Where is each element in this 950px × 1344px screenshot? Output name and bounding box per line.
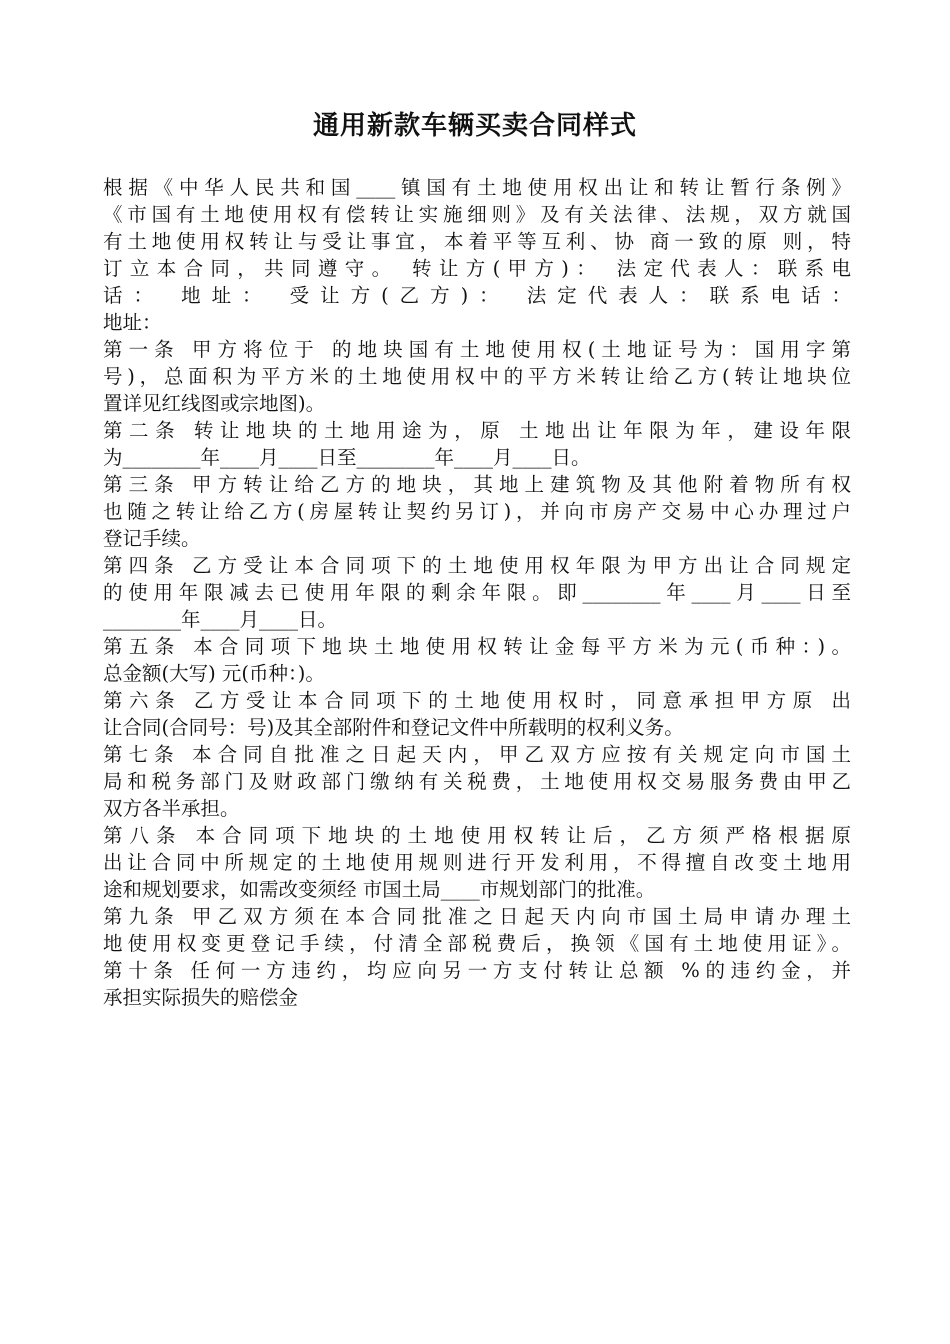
article-7-line: 第七条 本合同自批准之日起天内，甲乙双方应按有关规定向市国土 bbox=[103, 743, 851, 766]
article-4-line: ________年____月____日。 bbox=[103, 608, 338, 631]
article-4-line: 第四条 乙方受让本合同项下的土地使用权年限为甲方出让合同规定 bbox=[103, 554, 851, 577]
article-4-line: 的使用年限减去已使用年限的剩余年限。即________年____月____日至 bbox=[103, 581, 851, 604]
article-8-line: 出让合同中所规定的土地使用规则进行开发利用，不得擅自改变土地用 bbox=[103, 851, 851, 874]
article-3-line: 第三条 甲方转让给乙方的地块，其地上建筑物及其他附着物所有权 bbox=[103, 473, 851, 496]
article-3-line: 也随之转让给乙方(房屋转让契约另订)，并向市房产交易中心办理过户 bbox=[103, 500, 851, 523]
body-line: 订立本合同，共同遵守。 转让方(甲方)： 法定代表人：联系电 bbox=[103, 257, 851, 280]
article-7-line: 局和税务部门及财政部门缴纳有关税费，土地使用权交易服务费由甲乙 bbox=[103, 770, 851, 793]
article-9-line: 地使用权变更登记手续，付清全部税费后，换领《国有土地使用证》。 bbox=[103, 932, 851, 955]
article-8-line: 第八条 本合同项下地块的土地使用权转让后，乙方须严格根据原 bbox=[103, 824, 851, 847]
article-10-line: 第十条 任何一方违约，均应向另一方支付转让总额 %的违约金，并 bbox=[103, 959, 851, 982]
body-line: 话： 地址： 受让方(乙方)： 法定代表人：联系电话： bbox=[103, 284, 851, 307]
body-line: 地址： bbox=[103, 311, 162, 334]
article-6-line: 第六条 乙方受让本合同项下的土地使用权时，同意承担甲方原 出 bbox=[103, 689, 851, 712]
document-body bbox=[103, 174, 851, 1011]
article-10-line: 承担实际损失的赔偿金 bbox=[103, 986, 299, 1009]
article-5-line: 总金额(大写) 元(币种：)。 bbox=[103, 662, 325, 685]
article-1-line: 置详见红线图或宗地图)。 bbox=[103, 392, 326, 415]
article-1-line: 号)，总面积为平方米的土地使用权中的平方米转让给乙方(转让地块位 bbox=[103, 365, 851, 388]
article-2-line: 第二条 转让地块的土地用途为，原 土地出让年限为年，建设年限 bbox=[103, 419, 851, 442]
article-9-line: 第九条 甲乙双方须在本合同批准之日起天内向市国土局申请办理土 bbox=[103, 905, 851, 928]
body-line: 有土地使用权转让与受让事宜，本着平等互利、协 商一致的原 则，特 bbox=[103, 230, 851, 253]
article-8-line: 途和规划要求，如需改变须经 市国土局____市规划部门的批准。 bbox=[103, 878, 656, 901]
document-title: 通用新款车辆买卖合同样式 bbox=[312, 111, 637, 141]
article-2-line: 为________年____月____日至________年____月____日。 bbox=[103, 446, 591, 469]
article-6-line: 让合同(合同号：号)及其全部附件和登记文件中所载明的权利义务。 bbox=[103, 716, 684, 739]
article-5-line: 第五条 本合同项下地块土地使用权转让金每平方米为元(币种：)。 bbox=[103, 635, 851, 658]
article-7-line: 双方各半承担。 bbox=[103, 797, 240, 820]
article-3-line: 登记手续。 bbox=[103, 527, 201, 550]
body-line: 《市国有土地使用权有偿转让实施细则》及有关法律、法规，双方就国 bbox=[103, 203, 851, 226]
body-line: 根据《中华人民共和国____镇国有土地使用权出让和转让暂行条例》 bbox=[103, 176, 851, 199]
article-1-line: 第一条 甲方将位于 的地块国有土地使用权(土地证号为：国用字第 bbox=[103, 338, 851, 361]
